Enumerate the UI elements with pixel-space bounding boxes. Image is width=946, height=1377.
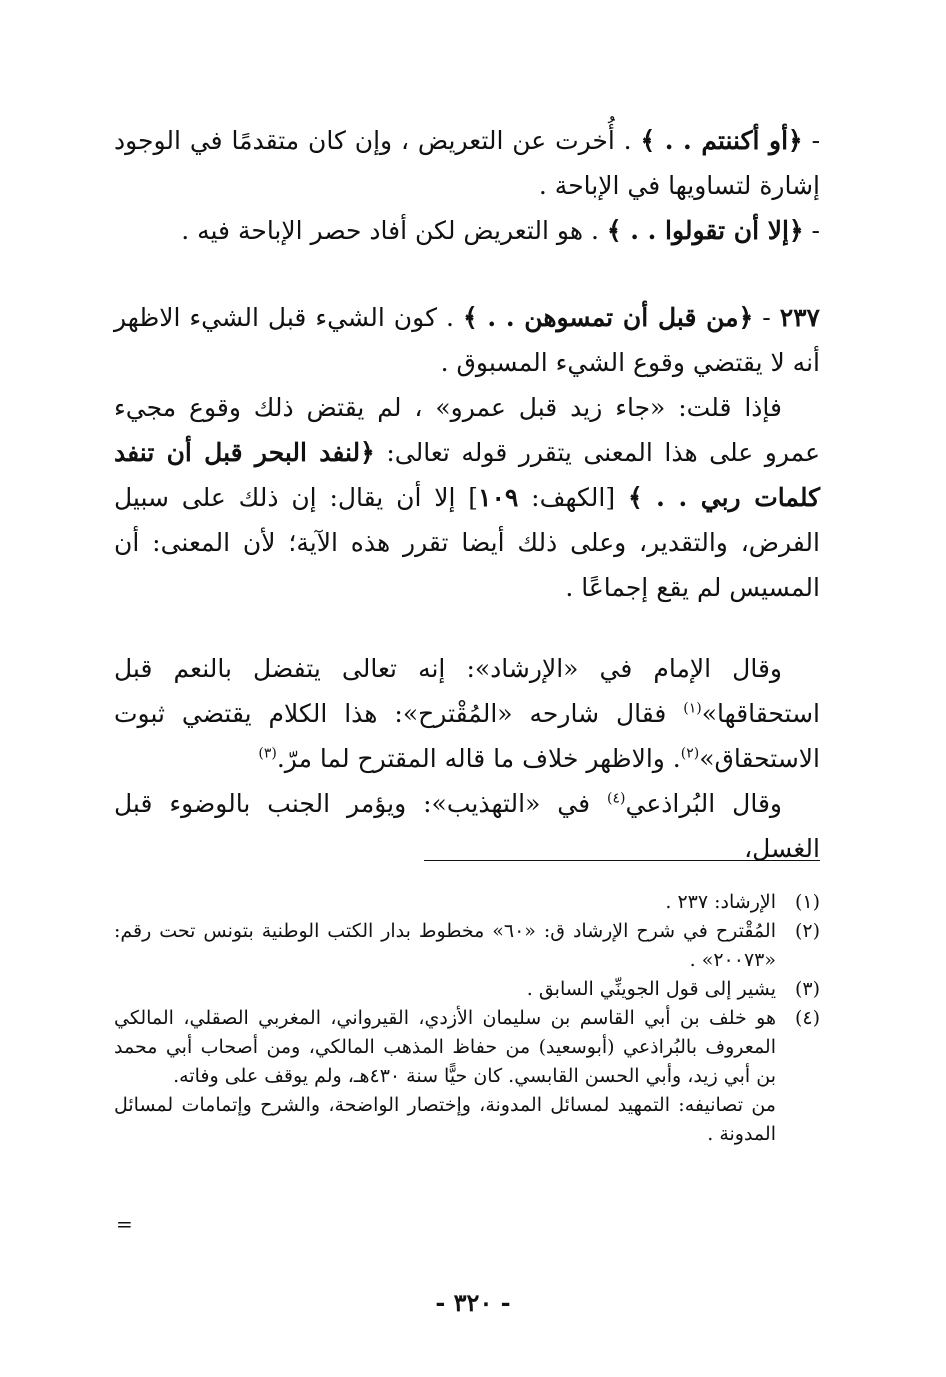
footnote-3 [114, 975, 820, 1004]
footnote-number: (٣) [794, 978, 820, 1000]
footnote-1 [114, 888, 820, 917]
paragraph-text: فإذا قلت: «جاء زيد قبل عمرو» ، لم يقتض ذلك وقوع مجيء عمرو على هذا المعنى يتقرر قوله تعالى: [114, 393, 820, 467]
surah-reference: [الكهف: [518, 483, 628, 512]
footnote-text: يشير إلى قول الجوينِّي السابق . [526, 978, 776, 1000]
paragraph-text: ] إلا أن يقال: إن ذلك على سبيل الفرض، والتقدير، وعلى ذلك أيضا تقرر هذه الآية؛ لأن المعنى: أن المسيس لم يقع إجماعًا . [114, 483, 820, 602]
paragraph-text: . أُخرت عن التعريض ، وإن كان متقدمًا في الوجود إشارة لتساويها في الإباحة . [114, 126, 820, 200]
footnote-ref-2[interactable]: (٢) [680, 745, 700, 762]
footnote-divider [424, 860, 820, 861]
paragraph-text: . هو التعريض لكن أفاد حصر الإباحة فيه . [181, 216, 599, 245]
footnote-ref-3[interactable]: (٣) [258, 745, 277, 762]
section-number: ٢٣٧ [779, 303, 820, 332]
continuation-mark: = [116, 1212, 133, 1236]
dash: - [753, 303, 780, 332]
paragraph-imam-irshad [114, 646, 820, 781]
quran-quote: ﴿لنفد البحر قبل أن تنفد كلمات ربي . . ﴾ [114, 438, 820, 512]
paragraph-text: وقال الإمام في «الإرشاد»: إنه تعالى يتفضل بالنعم قبل استحقاقها» [114, 654, 820, 728]
paragraph-237 [114, 295, 820, 385]
paragraph-text: . كون الشيء قبل الشيء الاظهر أنه لا يقتضي وقوع الشيء المسبوق . [114, 303, 820, 377]
footnote-4-continued: من تصانيفه: التمهيد لمسائل المدونة، وإختصار الواضحة، والشرح وإتمامات لمسائل المدونة . [114, 1094, 776, 1145]
footnote-ref-4[interactable]: (٤) [607, 790, 626, 807]
footnote-2 [114, 917, 820, 975]
page-number: - ٣٢٠ - [435, 1288, 511, 1317]
paragraph-qabla-example [114, 385, 820, 610]
paragraph-aw-aknantum [114, 118, 820, 208]
paragraph-text: . والاظهر خلاف ما قاله المقترح لما مرّ. [276, 744, 681, 773]
paragraph-text: فقال شارحه «المُقْترح»: هذا الكلام يقتضي ثبوت الاستحقاق» [114, 699, 820, 773]
paragraph-text: في «التهذيب»: ويؤمر الجنب بالوضوء قبل الغسل، [114, 789, 820, 863]
quran-quote: ﴿أو أكننتم . . ﴾ [640, 126, 803, 155]
footnote-4 [114, 1004, 820, 1091]
footnote-number: (٤) [794, 1007, 820, 1029]
paragraph-text: وقال البُراذعي [625, 789, 782, 818]
footnote-number: (١) [794, 891, 820, 913]
footnote-text: هو خلف بن أبي القاسم بن سليمان الأزدي، القيرواني، المغربي الصقلي، المالكي المعروف بالبُراذعي (أبوسعيد) من حفاظ المذهب المالكي، ومن أصحاب أبي محمد بن أبي زيد، وأبي الحسن القابسي. كان حيًّا سنة ٤٣٠هـ، ولم يوقف على وفاته. [114, 1007, 776, 1087]
dash: - [802, 126, 821, 155]
footnote-text: المُقْترح في شرح الإرشاد ق: «٦٠» مخطوط بدار الكتب الوطنية بتونس تحت رقم: «٢٠٠٧٣» . [114, 920, 776, 971]
paragraph-illa-an-taqulu [114, 208, 820, 253]
quran-quote: ﴿من قبل أن تمسوهن . . ﴾ [462, 303, 754, 332]
quran-quote: ﴿إلا أن تقولوا . . ﴾ [606, 216, 804, 245]
footnote-text: الإرشاد: ٢٣٧ . [665, 891, 776, 913]
verse-number: ١٠٩ [478, 483, 519, 512]
footnote-number: (٢) [794, 920, 820, 942]
footnote-ref-1[interactable]: (١) [683, 700, 702, 717]
dash: - [803, 216, 820, 245]
footnotes-section [114, 888, 820, 1149]
main-text [114, 118, 820, 871]
paragraph-baradhi [114, 781, 820, 871]
